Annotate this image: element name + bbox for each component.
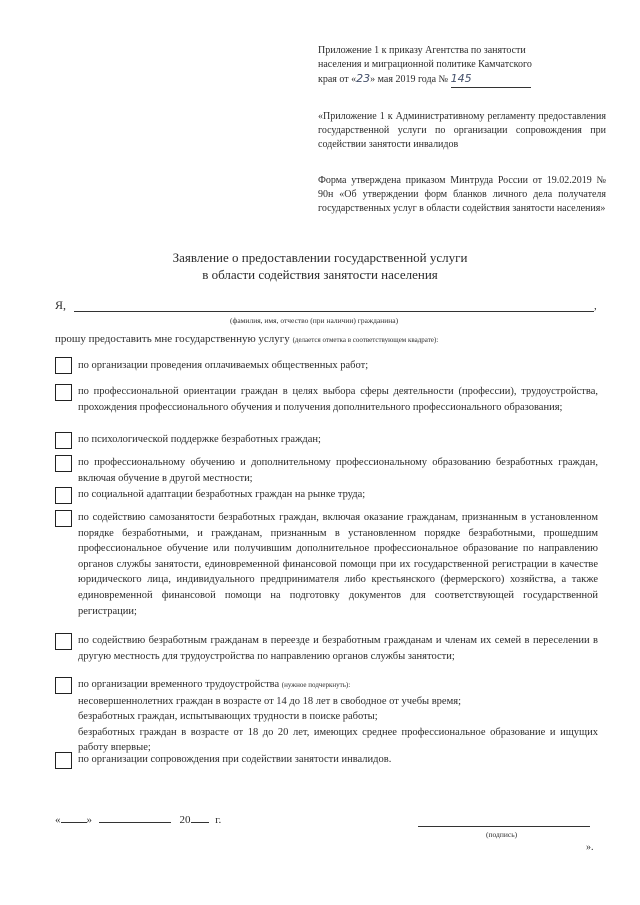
temporary-employment-difficulties[interactable]: безработных граждан, испытывающих трудности в поиске работы; (78, 711, 378, 723)
title-line-1: Заявление о предоставлении государственной услуги (172, 250, 468, 265)
order-line-3: края от «23» мая 2019 года № 145 (318, 72, 606, 88)
applicant-name-field[interactable] (74, 311, 594, 312)
applicant-prefix: Я, (55, 298, 67, 312)
closing-quote: ». (586, 842, 594, 853)
option-career-guidance: по профессиональной ориентации граждан в целях выбора сферы деятельности (профессии), трудоустройства, прохождения профессионального обучения и получения дополнительного профессионального образования; (78, 386, 598, 413)
order-reference (318, 44, 606, 88)
option-self-employment: по содействию самозанятости безработных граждан, включая оказание гражданам, признанным в установленном порядке безработными, и гражданам, признанным в установленном порядке безработными, прошедшим профессиональное обучение или получившим дополнительное профессиональное образование по направлению органов службы занятости, единовременной финансовой помощи при их государственной регистрации в качестве юридического лица, индивидуального предпринимателя либо крестьянского (фермерского) хозяйства, а также единовременной финансовой помощи на подготовку документов для соответствующей государственной регистрации; (78, 512, 598, 617)
option-paid-public-works: по организации проведения оплачиваемых общественных работ; (78, 360, 369, 371)
checkbox-social-adaptation[interactable] (55, 487, 72, 504)
checkbox-relocation-assistance[interactable] (55, 633, 72, 650)
option-psychological-support: по психологической поддержке безработных граждан; (78, 434, 321, 445)
option-relocation-assistance: по содействию безработным гражданам в переезде и безработным гражданам и членам их семей в переселении в другую местность для трудоустройства по направлению органов службы занятости; (78, 635, 598, 662)
request-note: (делается отметка в соответствующем квадрате): (292, 336, 439, 344)
order-line-2: населения и миграционной политике Камчатского (318, 59, 532, 70)
checkbox-disability-support[interactable] (55, 752, 72, 769)
order-number: 145 (451, 72, 531, 88)
option-temporary-employment: по организации временного трудоустройства (нужное подчеркнуть): несовершеннолетних граждан в возрасте от 14 до 18 лет в свободное от учебы время; безработных граждан, испытывающих трудности в поиске работы; безработных граждан в возрасте от 18 до 20 лет, имеющих среднее профессиональное образование и ищущих работу впервые; (78, 677, 598, 756)
checkbox-vocational-training[interactable] (55, 455, 72, 472)
date-year-field[interactable] (191, 822, 209, 823)
checkbox-paid-public-works[interactable] (55, 357, 72, 374)
temporary-employment-note: (нужное подчеркнуть): (281, 681, 351, 689)
checkbox-career-guidance[interactable] (55, 384, 72, 401)
checkbox-psychological-support[interactable] (55, 432, 72, 449)
option-disability-support: по организации сопровождения при содействии занятости инвалидов. (78, 754, 392, 765)
signature-field[interactable] (418, 826, 590, 827)
checkbox-temporary-employment[interactable] (55, 677, 72, 694)
document-title (120, 249, 520, 283)
signature-caption: (подпись) (486, 830, 518, 839)
option-vocational-training: по профессиональному обучению и дополнительному профессиональному образованию безработных граждан, включая обучение в другой местности; (78, 457, 598, 484)
date-day-field[interactable] (61, 822, 87, 823)
request-text: прошу предоставить мне государственную услугу (делается отметка в соответствующем квадрате): (55, 333, 439, 345)
option-social-adaptation: по социальной адаптации безработных граждан на рынке труда; (78, 489, 366, 500)
order-line-1: Приложение 1 к приказу Агентства по занятости (318, 45, 526, 56)
date-field: « » 20 г. (55, 814, 222, 826)
applicant-caption: (фамилия, имя, отчество (при наличии) гражданина) (230, 316, 399, 325)
regulation-reference: «Приложение 1 к Административному регламенту предоставления государственной услуги по организации сопровождения при содействии занятости инвалидов (318, 111, 606, 150)
title-line-2: в области содействия занятости населения (202, 267, 438, 282)
temporary-employment-minors[interactable]: несовершеннолетних граждан в возрасте от 14 до 18 лет в свободное от учебы время; (78, 695, 461, 707)
form-approval-note: Форма утверждена приказом Минтруда России от 19.02.2019 № 90н «Об утверждении форм бланков личного дела получателя государственных услуг в области содействия занятости населения» (318, 175, 606, 214)
applicant-comma: , (594, 300, 597, 312)
order-day: 23 (356, 72, 371, 85)
checkbox-self-employment[interactable] (55, 510, 72, 527)
temporary-employment-young-graduates[interactable]: безработных граждан в возрасте от 18 до 20 лет, имеющих среднее профессиональное образование и ищущих работу впервые; (78, 726, 598, 754)
date-month-field[interactable] (99, 822, 171, 823)
